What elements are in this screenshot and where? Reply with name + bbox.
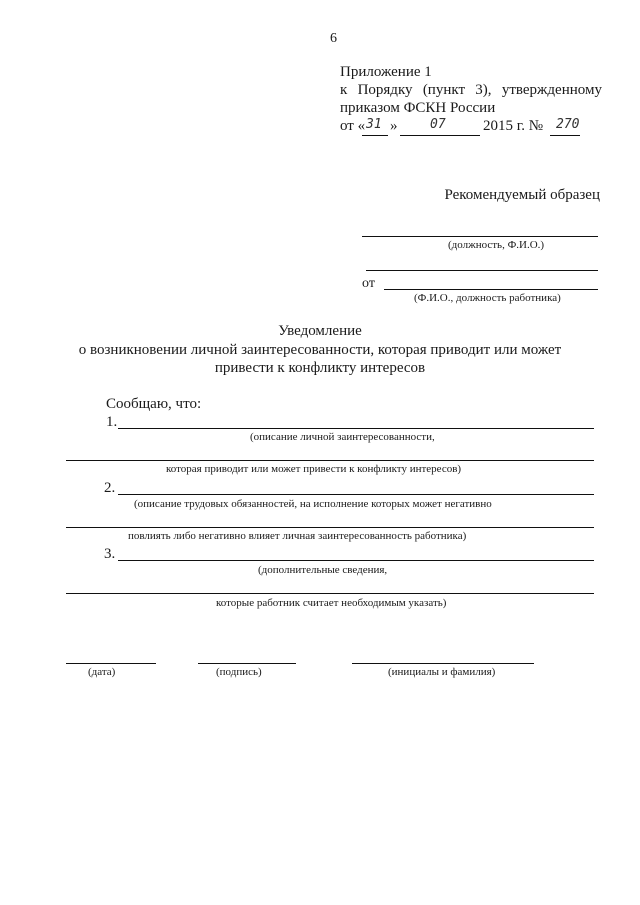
- number-underline: [550, 135, 580, 136]
- recipient-line[interactable]: [362, 236, 598, 237]
- recipient-caption: (должность, Ф.И.О.): [448, 239, 545, 251]
- word: утвержденному: [501, 82, 602, 98]
- item-1-caption-2: которая приводит или может привести к конфликту интересов): [166, 463, 462, 475]
- item-number-2: 2.: [104, 480, 116, 496]
- notice-title: Уведомление: [278, 323, 362, 339]
- from-line[interactable]: [384, 289, 598, 290]
- item-3-caption-2: которые работник считает необходимым указать): [216, 597, 447, 609]
- word: к: [340, 82, 348, 98]
- from-label: от: [362, 276, 375, 291]
- notice-subtitle-2: привести к конфликту интересов: [214, 360, 426, 376]
- date-year-number: 2015 г. №: [483, 118, 544, 134]
- item-1-caption: (описание личной заинтересованности,: [250, 431, 435, 443]
- name-caption: (инициалы и фамилия): [388, 666, 496, 678]
- item-2-caption: (описание трудовых обязанностей, на исполнение которых может негативно: [134, 498, 492, 510]
- item-number-3: 3.: [104, 546, 116, 562]
- word: Порядку: [357, 82, 413, 98]
- word: 3),: [475, 82, 492, 98]
- sample-label: Рекомендуемый образец: [444, 187, 600, 203]
- date-caption: (дата): [88, 666, 116, 678]
- appendix-approved-by: приказом ФСКН России: [340, 100, 496, 116]
- item-3-line[interactable]: [118, 560, 594, 561]
- date-prefix: от «: [340, 118, 366, 134]
- item-1-line[interactable]: [118, 428, 594, 429]
- signature-line[interactable]: [198, 663, 296, 664]
- appendix-order-line: [340, 82, 602, 99]
- appendix-title: Приложение 1: [340, 64, 432, 80]
- day-underline: [362, 135, 388, 136]
- date-close-quote: »: [390, 118, 398, 134]
- page-number: 6: [330, 31, 337, 46]
- item-2-line[interactable]: [118, 494, 594, 495]
- item-2-caption-2: повлиять либо негативно влияет личная заинтересованность работника): [128, 530, 467, 542]
- date-day: 31: [366, 117, 382, 132]
- order-number: 270: [556, 117, 580, 132]
- month-underline: [400, 135, 480, 136]
- item-2-line-2[interactable]: [66, 527, 594, 528]
- recipient-line-2[interactable]: [366, 270, 598, 271]
- item-3-line-2[interactable]: [66, 593, 594, 594]
- item-number-1: 1.: [106, 414, 118, 430]
- word: (пункт: [422, 82, 466, 98]
- date-line[interactable]: [66, 663, 156, 664]
- date-month: 07: [430, 117, 446, 132]
- from-caption: (Ф.И.О., должность работника): [414, 292, 561, 304]
- notice-subtitle-1: о возникновении личной заинтересованности, которая приводит или может: [78, 342, 562, 358]
- signature-caption: (подпись): [216, 666, 262, 678]
- item-1-line-2[interactable]: [66, 460, 594, 461]
- intro-text: Сообщаю, что:: [106, 396, 202, 412]
- name-line[interactable]: [352, 663, 534, 664]
- item-3-caption: (дополнительные сведения,: [258, 564, 388, 576]
